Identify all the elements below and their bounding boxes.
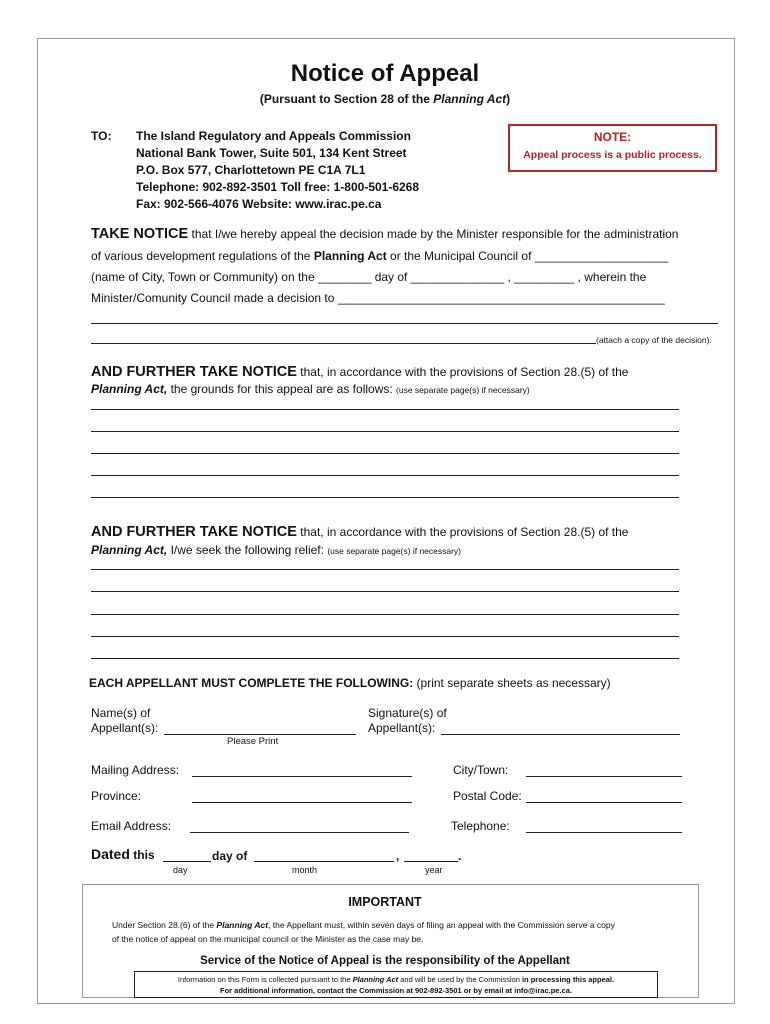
grounds-line[interactable]: [91, 497, 679, 498]
address-line: Telephone: 902-892-3501 Toll free: 1-800-501-6268: [136, 180, 420, 194]
take-notice-line-3[interactable]: (name of City, Town or Community) on the ________ day of ______________ , _________ , wherein the: [91, 270, 647, 284]
day-field[interactable]: [163, 861, 211, 862]
relief-line[interactable]: [91, 591, 679, 592]
decision-line[interactable]: [91, 323, 718, 324]
province-field[interactable]: [192, 802, 412, 803]
grounds-line[interactable]: [91, 431, 679, 432]
signature-field[interactable]: [441, 734, 680, 735]
please-print-caption: Please Print: [227, 736, 279, 747]
year-caption: year: [425, 865, 443, 875]
signature-label: Signature(s) of Appellant(s):: [368, 706, 447, 735]
note-text: Appeal process is a public process.: [523, 149, 702, 161]
relief-line-2: Planning Act, I/we seek the following relief: (use separate page(s) if necessary): [91, 543, 462, 557]
grounds-line[interactable]: [91, 409, 679, 410]
city-town-field[interactable]: [526, 776, 682, 777]
mailing-address-label: Mailing Address:: [91, 763, 180, 777]
day-of-label: day of: [212, 849, 248, 863]
take-notice-line-1: TAKE NOTICE that I/we hereby appeal the decision made by the Minister responsible for the administration: [91, 226, 679, 242]
period: .: [458, 849, 462, 863]
relief-line[interactable]: [91, 569, 679, 570]
relief-line[interactable]: [91, 614, 679, 615]
important-text-1: Under Section 28.(6) of the Planning Act, the Appellant must, within seven days of filing an appeal with the Commission serve a copy: [112, 920, 615, 930]
grounds-line[interactable]: [91, 475, 679, 476]
appellant-names-field[interactable]: [164, 734, 356, 735]
commission-address: [136, 128, 419, 213]
month-field[interactable]: [254, 861, 394, 862]
postal-code-label: Postal Code:: [453, 789, 522, 803]
relief-heading: AND FURTHER TAKE NOTICE that, in accordance with the provisions of Section 28.(5) of the: [91, 524, 629, 540]
note-box: [508, 124, 717, 172]
city-town-label: City/Town:: [453, 763, 509, 777]
address-line: The Island Regulatory and Appeals Commission: [136, 129, 411, 143]
grounds-heading: AND FURTHER TAKE NOTICE that, in accordance with the provisions of Section 28.(5) of the: [91, 364, 629, 380]
relief-line[interactable]: [91, 658, 679, 659]
email-field[interactable]: [190, 832, 409, 833]
address-line: National Bank Tower, Suite 501, 134 Kent Street: [136, 146, 407, 160]
month-caption: month: [292, 865, 318, 875]
names-label: Name(s) of Appellant(s):: [91, 706, 159, 735]
address-line: P.O. Box 577, Charlottetown PE C1A 7L1: [136, 163, 366, 177]
postal-code-field[interactable]: [526, 802, 682, 803]
important-heading: IMPORTANT: [348, 895, 422, 909]
day-caption: day: [173, 865, 188, 875]
comma: ,: [396, 849, 400, 863]
dated-label: Dated this: [91, 846, 155, 862]
important-text-2: of the notice of appeal on the municipal council or the Minister as the case may be.: [112, 934, 424, 944]
note-heading: NOTE:: [593, 130, 632, 144]
province-label: Province:: [91, 789, 142, 803]
year-field[interactable]: [404, 861, 458, 862]
page-subtitle: (Pursuant to Section 28 of the Planning Act): [259, 92, 511, 106]
info-box: [134, 971, 658, 998]
mailing-address-field[interactable]: [192, 776, 412, 777]
service-responsibility: Service of the Notice of Appeal is the responsibility of the Appellant: [200, 955, 570, 967]
page-title: Notice of Appeal: [290, 60, 480, 87]
appellant-heading: EACH APPELLANT MUST COMPLETE THE FOLLOWING: (print separate sheets as necessary): [89, 676, 611, 690]
telephone-label: Telephone:: [451, 819, 510, 833]
info-line-1: Information on this Form is collected pursuant to the Planning Act and will be used by the Commission in processing this appeal.: [177, 975, 615, 984]
email-label: Email Address:: [91, 819, 172, 833]
take-notice-line-2[interactable]: of various development regulations of the Planning Act or the Municipal Council of ____________________: [91, 249, 669, 263]
telephone-field[interactable]: [526, 832, 682, 833]
to-label: TO:: [91, 129, 112, 143]
attach-note: (attach a copy of the decision).: [596, 335, 712, 345]
take-notice-line-4[interactable]: Minister/Comunity Council made a decision to _________________________________________________: [91, 291, 665, 305]
info-line-2: For additional information, contact the Commission at 902-892-3501 or by email at info@irac.pe.ca.: [220, 986, 572, 995]
relief-line[interactable]: [91, 636, 679, 637]
grounds-line[interactable]: [91, 453, 679, 454]
grounds-line-2: Planning Act, the grounds for this appeal are as follows: (use separate page(s) if necessary): [91, 382, 530, 396]
decision-line[interactable]: [91, 343, 596, 344]
address-line: Fax: 902-566-4076 Website: www.irac.pe.ca: [136, 197, 382, 211]
